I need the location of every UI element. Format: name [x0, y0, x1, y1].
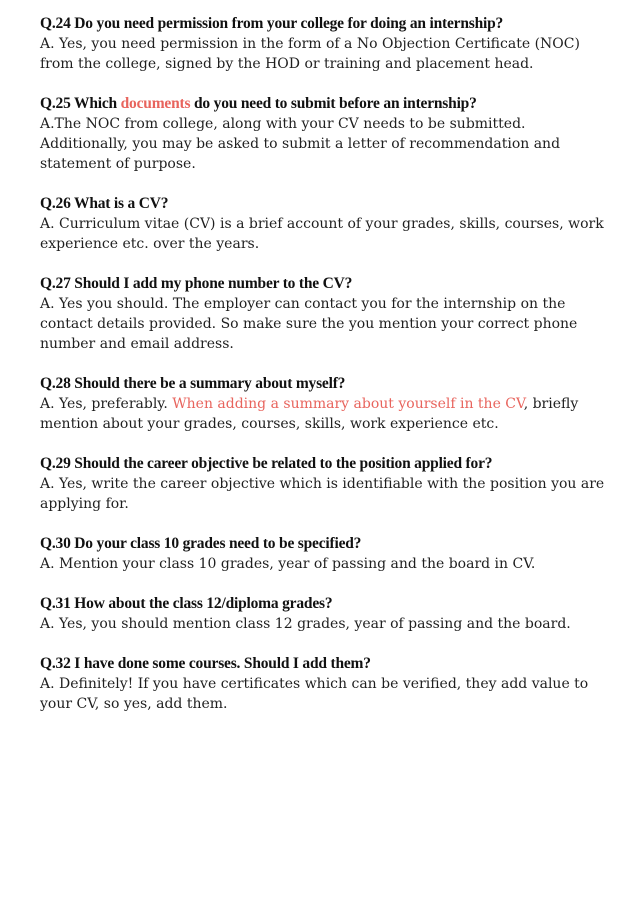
faq-answer: A. Yes, you need permission in the form of a No Objection Certificate (NOC) from the college, signed by the HOD or training and placement head.	[40, 36, 580, 72]
faq-item-q26	[40, 194, 605, 254]
faq-question-text: do you need to submit before an internship?	[190, 95, 477, 112]
faq-answer: A. Yes, you should mention class 12 grades, year of passing and the board.	[40, 616, 571, 632]
faq-item-q30	[40, 534, 605, 574]
faq-item-q28	[40, 374, 605, 434]
faq-answer: A.The NOC from college, along with your CV needs to be submitted. Additionally, you may be asked to submit a letter of recommendation and statement of purpose.	[40, 116, 561, 172]
faq-answer: A. Curriculum vitae (CV) is a brief account of your grades, skills, courses, work experience etc. over the years.	[40, 216, 604, 252]
faq-item-q31	[40, 594, 605, 634]
faq-answer: A. Yes you should. The employer can contact you for the internship on the contact details provided. So make sure the you mention your correct phone number and email address.	[40, 296, 578, 352]
faq-question	[40, 94, 605, 114]
faq-answer: A. Yes, write the career objective which is identifiable with the position you are applying for.	[40, 476, 605, 512]
cv-summary-link[interactable]: When adding a summary about yourself in the CV	[172, 396, 524, 412]
faq-question: Q.32 I have done some courses. Should I add them?	[40, 655, 371, 672]
faq-question: Q.26 What is a CV?	[40, 195, 169, 212]
faq-item-q24	[40, 14, 605, 74]
faq-item-q32	[40, 654, 605, 714]
faq-question: Q.30 Do your class 10 grades need to be specified?	[40, 535, 362, 552]
faq-question: Q.24 Do you need permission from your college for doing an internship?	[40, 15, 504, 32]
faq-answer: A. Mention your class 10 grades, year of passing and the board in CV.	[40, 556, 536, 572]
faq-question-text: Q.25 Which	[40, 95, 121, 112]
faq-item-q27	[40, 274, 605, 354]
faq-question: Q.29 Should the career objective be related to the position applied for?	[40, 455, 493, 472]
faq-answer: A. Definitely! If you have certificates which can be verified, they add value to your CV, so yes, add them.	[40, 676, 589, 712]
faq-item-q29	[40, 454, 605, 514]
faq-question: Q.28 Should there be a summary about myself?	[40, 375, 346, 392]
faq-item-q25	[40, 94, 605, 174]
faq-answer-text: , briefly mention about your grades, courses, skills, work experience etc.	[40, 396, 579, 432]
documents-link[interactable]: documents	[120, 95, 191, 112]
faq-question: Q.27 Should I add my phone number to the CV?	[40, 275, 353, 292]
faq-answer-text: A. Yes, preferably.	[40, 396, 173, 412]
faq-document	[40, 14, 605, 734]
faq-answer	[40, 394, 605, 434]
faq-question: Q.31 How about the class 12/diploma grades?	[40, 595, 333, 612]
